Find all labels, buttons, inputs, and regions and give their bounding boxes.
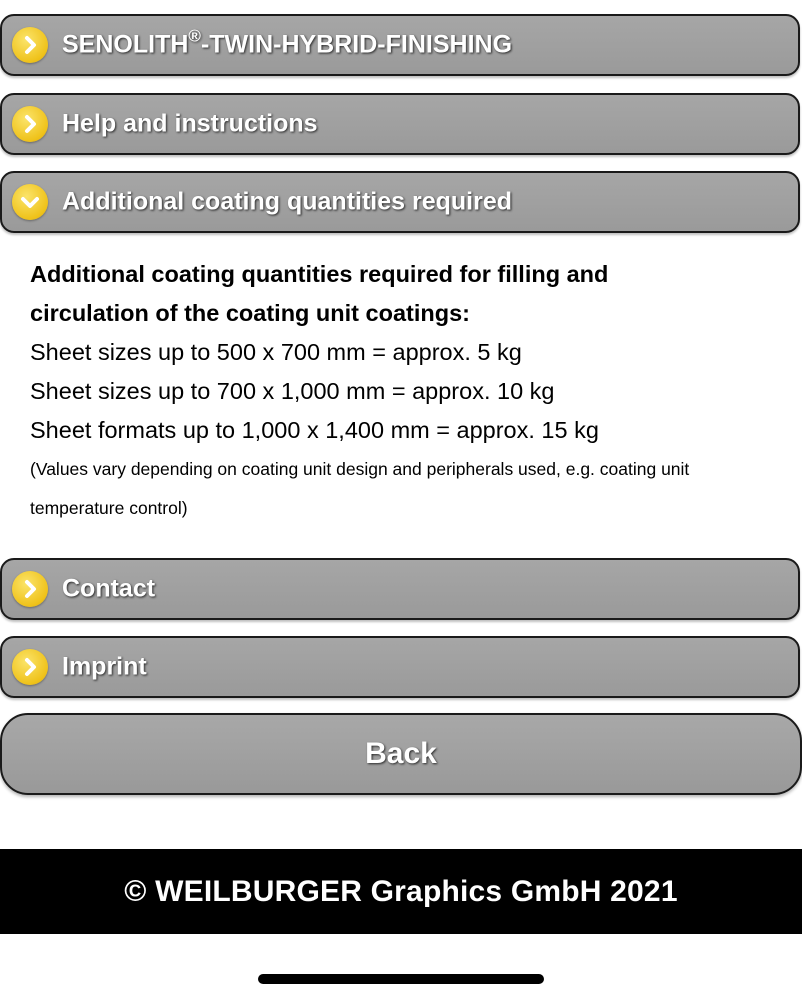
chevron-right-icon — [12, 571, 48, 607]
panel-heading-line-1: Additional coating quantities required for filling and — [30, 261, 609, 287]
accordion-help-label: Help and instructions — [62, 109, 318, 138]
chevron-right-icon — [12, 106, 48, 142]
panel-note-line-1: (Values vary depending on coating unit design and peripherals used, e.g. coating unit — [30, 459, 690, 479]
quantity-line: Sheet formats up to 1,000 x 1,400 mm = approx. 15 kg — [30, 417, 599, 443]
accordion-senolith[interactable] — [0, 14, 800, 76]
panel-note-line-2: temperature control) — [30, 498, 188, 518]
panel-heading-line-2: circulation of the coating unit coatings: — [30, 300, 470, 326]
accordion-imprint[interactable] — [0, 636, 800, 698]
coating-quantities-panel — [30, 255, 780, 528]
home-indicator[interactable] — [258, 974, 544, 984]
footer — [0, 849, 802, 934]
quantity-line: Sheet sizes up to 700 x 1,000 mm = approx. 10 kg — [30, 378, 555, 404]
back-button[interactable] — [0, 713, 802, 795]
accordion-contact-label: Contact — [62, 574, 156, 603]
accordion-contact[interactable] — [0, 558, 800, 620]
chevron-right-icon — [12, 27, 48, 63]
accordion-senolith-label: SENOLITH®-TWIN-HYBRID-FINISHING — [62, 26, 513, 59]
accordion-help[interactable] — [0, 93, 800, 155]
copyright-text: © WEILBURGER Graphics GmbH 2021 — [124, 874, 678, 908]
quantity-line: Sheet sizes up to 500 x 700 mm = approx. 5 kg — [30, 339, 522, 365]
chevron-right-icon — [12, 649, 48, 685]
accordion-coating-quantities-label: Additional coating quantities required — [62, 187, 513, 216]
accordion-imprint-label: Imprint — [62, 652, 147, 681]
back-button-label: Back — [365, 737, 437, 770]
chevron-down-icon — [12, 184, 48, 220]
accordion-coating-quantities[interactable] — [0, 171, 800, 233]
